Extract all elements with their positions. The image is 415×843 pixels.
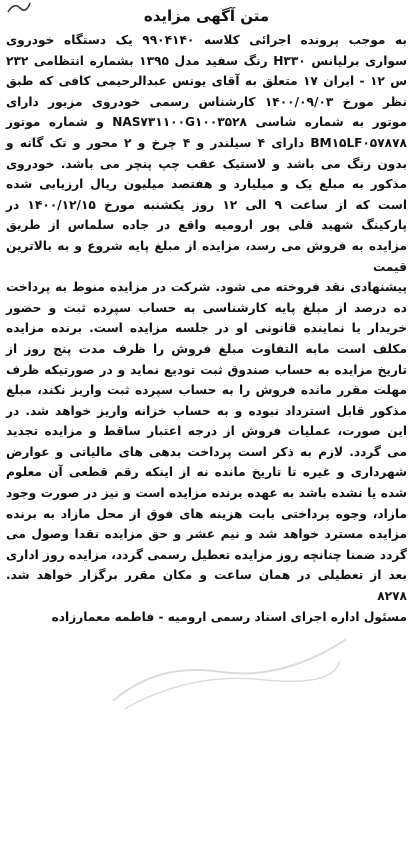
stamp-scribble-icon	[96, 618, 362, 722]
faded-stamp-watermark	[86, 616, 373, 729]
notice-paragraph-1: به موجب پرونده اجرائی کلاسه ۹۹۰۴۱۴۰ یک دستگاه خودروی سواری برلیانس H۳۳۰ رنگ سفید مدل ۱۳۹۵ بشماره انتظامی ۲۳۲ س ۱۲ - ایران ۱۷ متعلق به آقای یونس عبدالرحیمی کافی که طبق نظر مورخ ۱۴۰۰/۰۹/۰۳ کارشناس رسمی خودروی مزبور دارای موتور به شماره شاسی NAS۷۳۱۱۰۰G۱۰۰۳۵۲۸ و شماره موتور BM۱۵LF۰۵۷۸۷۸ دارای ۴ سیلندر و ۴ چرخ و ۲ محور و تک گانه و بدون رنگ می باشد و لاستیک عقب چپ پنچر می باشد. خودروی مذکور به مبلغ یک و میلیارد و هفتصد میلیون ریال ارزیابی شده است که از ساعت ۹ الی ۱۲ روز یکشنبه مورخ ۱۴۰۰/۱۲/۱۵ در پارکینگ شهید قلی پور ارومیه واقع در جاده سلماس از طریق مزایده به فروش می رسد، مزایده از مبلغ پایه شروع و به بالاترین قیمت	[6, 33, 408, 274]
notice-title: متن آگهی مزایده	[143, 7, 270, 25]
notice-body	[6, 30, 407, 627]
notice-paragraph-2: پیشنهادی نقد فروخته می شود. شرکت در مزایده منوط به پرداخت ده درصد از مبلغ پایه کارشناسی به حساب سپرده ثبت و حضور خریدار یا نماینده قانونی او در جلسه مزایده است. برنده مزایده مکلف است مابه التفاوت مبلغ فروش را ظرف مدت پنج روز از تاریخ مزایده به حساب صندوق ثبت تودیع نماید و در صورتیکه ظرف مهلت مقرر مانده فروش را به حساب سپرده ثبت واریز نکند، مبلغ مذکور قابل استرداد نبوده و به حساب خزانه واریز خواهد شد. در این صورت، عملیات فروش از درجه اعتبار ساقط و مزایده تجدید می گردد. لازم به ذکر است پرداخت بدهی های مالیاتی و عوارض شهرداری و غیره تا تاریخ مانده نه از اینکه رقم قطعی آن معلوم شده یا نشده باشد به عهده برنده مزایده است و نیز در صورت وجود مازاد، وجوه پرداختی بابت هزینه های فوق از محل مازاد به برنده مزایده مسترد خواهد شد و نیم عشر و حق مزایده نقدا وصول می گردد ضمنا چنانچه روز مزایده تعطیل رسمی گردد، مزایده روز اداری بعد از تعطیلی در همان ساعت و مکان مقرر برگزار خواهد شد. ۸۲۷۸	[6, 280, 407, 604]
notice-signature: مسئول اداره اجرای اسناد رسمی ارومیه - فاطمه معمارزاده	[51, 609, 407, 624]
